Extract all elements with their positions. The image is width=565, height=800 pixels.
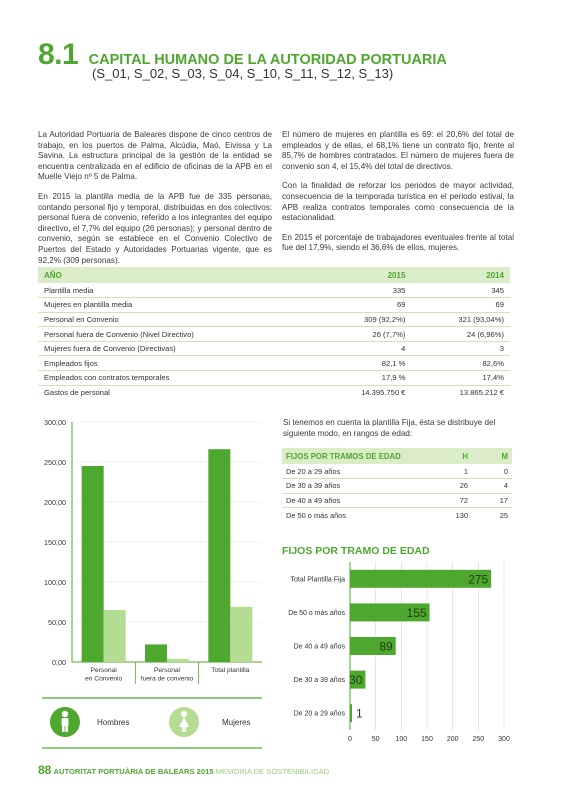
x-tick-label: 300 (498, 736, 510, 743)
table-row (38, 327, 510, 342)
cell-h: 1 (432, 464, 472, 479)
cell-2015: 309 (92,2%) (315, 312, 411, 327)
x-tick-label: Personal (90, 667, 117, 674)
table-row (38, 385, 510, 400)
text-column-right (282, 130, 514, 263)
cell-2015: 4 (315, 341, 411, 356)
x-tick-label: en Convenio (85, 675, 123, 683)
x-tick-label: Personal (153, 667, 181, 674)
table-row (282, 479, 512, 494)
column-header: M (472, 448, 512, 464)
table-header-row (282, 448, 512, 464)
cell-2014: 82,6% (411, 356, 510, 371)
legend-hombres: Hombres (97, 718, 130, 727)
y-tick-label: 300,00 (44, 418, 66, 427)
age-chart-title: FIJOS POR TRAMO DE EDAD (282, 545, 430, 557)
data-label: 155 (406, 605, 427, 620)
x-tick-label: 100 (395, 736, 408, 743)
y-tick-label: 50,00 (48, 618, 66, 627)
y-tick-label: 250,00 (44, 458, 66, 467)
table-row (282, 464, 512, 479)
row-label: Personal fuera de Convenio (Nivel Directivo) (38, 327, 315, 342)
page-footer (38, 763, 329, 777)
row-label: Mujeres fuera de Convenio (Directivas) (38, 341, 315, 356)
column-header: H (432, 448, 472, 464)
legend-mujeres: Mujeres (222, 718, 251, 727)
column-header: AÑO (38, 267, 315, 283)
x-tick-label: 250 (472, 736, 485, 743)
table-row (282, 493, 512, 508)
bar-hombres (82, 466, 104, 662)
cell-m: 0 (472, 464, 512, 479)
table-row (282, 508, 512, 523)
cell-m: 4 (472, 479, 512, 494)
row-label: De 50 o más años (286, 510, 346, 520)
x-tick-label: 150 (421, 736, 433, 743)
paragraph: El número de mujeres en plantilla es 69: el 20,6% del total de empleados y de ellas, el 68,1% tiene un contrato fijo, frente al 85,7% de hombres contratados. El número de mujeres fuera de convenio son 4, el 15,4% del total de directivos. (282, 130, 514, 171)
data-label: 1 (356, 706, 363, 721)
data-label: 30 (349, 673, 363, 688)
table-row (38, 341, 510, 356)
y-tick-label: 0,00 (52, 658, 66, 667)
female-icon (169, 707, 199, 737)
cell-2015: 69 (315, 298, 411, 313)
cell-h: 72 (432, 493, 472, 508)
table-row (38, 356, 510, 371)
row-label: De 20 a 29 años (282, 464, 432, 479)
text-column-left (38, 130, 272, 275)
bar (350, 704, 352, 722)
column-header: FIJOS POR TRAMOS DE EDAD (282, 448, 432, 464)
bar-hombres (208, 449, 230, 662)
cell-2014: 69 (411, 298, 510, 313)
cell-2015: 335 (315, 283, 411, 298)
table-header-row (38, 267, 510, 283)
table-row (38, 283, 510, 298)
section-number: 8.1 (38, 38, 79, 71)
row-label: Mujeres en plantilla media (38, 298, 315, 313)
cell-m: 25 (499, 510, 508, 520)
bar-mujeres (167, 659, 189, 662)
x-tick-label: fuera de convenio (140, 675, 194, 683)
section-title: CAPITAL HUMANO DE LA AUTORIDAD PORTUARIA (88, 52, 447, 68)
cell-2015: 14.395.750 € (361, 388, 406, 398)
x-tick-label: 0 (348, 736, 352, 743)
category-label: De 30 a 39 años (293, 677, 345, 685)
y-tick-label: 150,00 (44, 538, 66, 547)
row-label: Personal en Convenio (38, 312, 315, 327)
y-tick-label: 200,00 (44, 498, 66, 507)
x-tick-label: 200 (446, 736, 459, 743)
cell-h: 26 (432, 479, 472, 494)
age-range-table (282, 448, 512, 522)
data-label: 89 (379, 639, 393, 654)
column-header: 2014 (411, 267, 510, 283)
category-label: De 40 a 49 años (293, 643, 345, 651)
page-number: 88 (38, 763, 52, 777)
category-label: De 50 o más años (288, 609, 345, 617)
cell-2014: 17,4% (411, 371, 510, 386)
footer-memoria: MEMORIA DE SOSTENIBILIDAD (215, 767, 330, 776)
cell-2015: 17,9 % (315, 371, 411, 386)
cell-m: 17 (472, 493, 512, 508)
column-header: 2015 (315, 267, 411, 283)
staff-bar-chart (0, 410, 280, 770)
cell-2014: 345 (411, 283, 510, 298)
y-tick-label: 100,00 (44, 578, 66, 587)
x-tick-label: Total plantilla (211, 667, 250, 674)
data-label: 275 (468, 572, 489, 587)
cell-h: 130 (455, 510, 468, 520)
footer-org: AUTORITAT PORTUÀRIA DE BALEARS 2015 (53, 767, 214, 776)
row-label: Gastos de personal (44, 388, 110, 398)
table-row (38, 312, 510, 327)
table-row (38, 371, 510, 386)
bar-mujeres (230, 607, 252, 662)
cell-2014: 321 (93,04%) (411, 312, 510, 327)
cell-2015: 82,1 % (315, 356, 411, 371)
paragraph: En 2015 el porcentaje de trabajadores eventuales frente al total fue del 17,9%, siendo el 36,6% de ellos, mujeres. (282, 232, 514, 253)
cell-2014: 3 (411, 341, 510, 356)
row-label: Empleados fijos (38, 356, 315, 371)
bar-hombres (145, 644, 167, 662)
row-label: Plantilla media (38, 283, 315, 298)
cell-2014: 24 (6,96%) (411, 327, 510, 342)
row-label: De 40 a 49 años (282, 493, 432, 508)
cell-2015: 26 (7,7%) (315, 327, 411, 342)
age-bar-chart (280, 560, 520, 750)
category-label: Total Plantilla Fija (290, 576, 345, 584)
bar-mujeres (104, 610, 126, 662)
cell-2014: 13.865.212 € (459, 388, 504, 398)
age-intro-text: Si tenemos en cuenta la plantilla Fija, ésta se distribuye del siguiente modo, en rangos de edad: (283, 418, 496, 438)
workforce-table (38, 267, 510, 400)
paragraph: En 2015 la plantilla media de la APB fue de 335 personas, contando personal fijo y temporal, distribuidas en dos colectivos: personal fuera de convenio, referido a los integrantes del equipo directivo, el 7,7% del equipo (26 personas); y personal dentro de convenio, según se establece en el Convenio Colectivo de Puertos del Estado y Autoridades Portuarias vigente, que es 92,2% (309 personas). (38, 191, 272, 265)
x-tick-label: 50 (371, 736, 380, 743)
row-label: Empleados con contratos temporales (38, 371, 315, 386)
male-icon (50, 707, 80, 737)
row-label: De 30 a 39 años (282, 479, 432, 494)
category-label: De 20 a 29 años (293, 710, 345, 718)
section-subtitle: (S_01, S_02, S_03, S_04, S_10, S_11, S_12, S_13) (92, 66, 394, 81)
paragraph: Con la finalidad de reforzar los periodos de mayor actividad, consecuencia de la temporada turística en el periodo estival, la APB realiza contratos temporales como consecuencia de la estacionalidad. (282, 181, 514, 223)
paragraph: La Autoridad Portuaria de Baleares dispone de cinco centros de trabajo, en los puertos de Palma, Alcúdia, Maó, Eivissa y La Savina. La estructura principal de la gestión de la entidad se encuentra centralizada en el edificio de oficinas de la APB en el Muelle Viejo nº 5 de Palma. (38, 130, 272, 182)
table-row (38, 298, 510, 313)
